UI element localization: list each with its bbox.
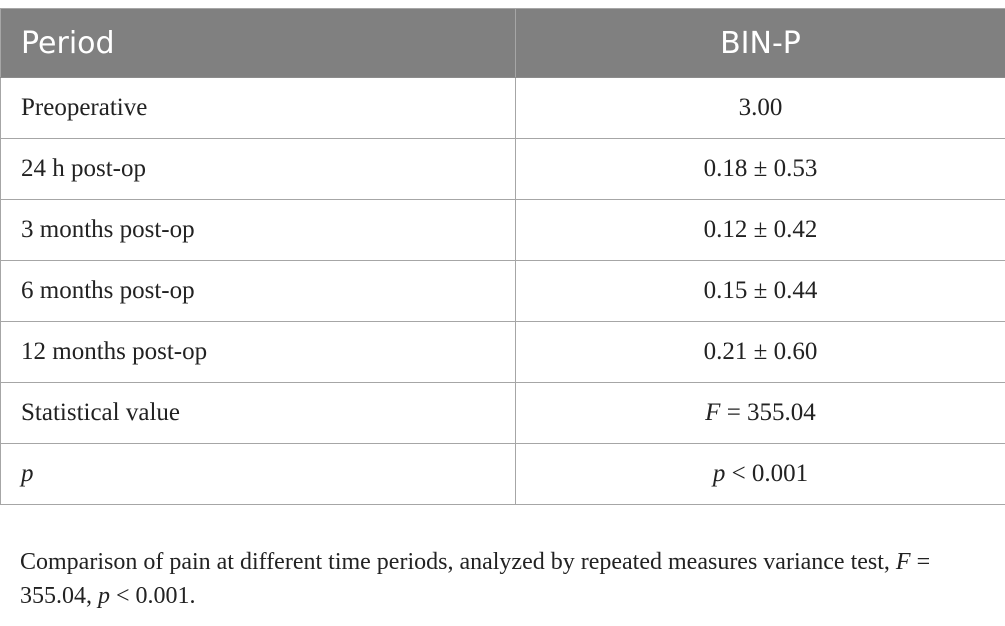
row-value-cell: 0.12 ± 0.42 — [516, 200, 1005, 261]
table-row — [1, 139, 1005, 200]
row-value-cell: p < 0.001 — [516, 444, 1005, 505]
row-value-cell: 0.18 ± 0.53 — [516, 139, 1005, 200]
row-period-cell: 24 h post-op — [1, 139, 516, 200]
results-table-container — [0, 8, 1005, 505]
table-row — [1, 383, 1005, 444]
table-caption: Comparison of pain at different time periods, analyzed by repeated measures variance test, F = 355.04, p < 0.001. — [20, 549, 931, 609]
row-value-cell: F = 355.04 — [516, 383, 1005, 444]
table-row — [1, 444, 1005, 505]
table-header-row — [1, 9, 1005, 78]
table-row — [1, 322, 1005, 383]
row-period-cell: p — [1, 444, 516, 505]
row-period-cell: 3 months post-op — [1, 200, 516, 261]
header-period: Period — [1, 9, 516, 78]
results-table — [0, 8, 1005, 505]
row-period-cell: Preoperative — [1, 78, 516, 139]
table-row — [1, 200, 1005, 261]
row-period-cell: 6 months post-op — [1, 261, 516, 322]
table-row — [1, 78, 1005, 139]
row-period-cell: 12 months post-op — [1, 322, 516, 383]
row-value-cell: 0.15 ± 0.44 — [516, 261, 1005, 322]
row-period-cell: Statistical value — [1, 383, 516, 444]
header-bin-p: BIN-P — [516, 9, 1005, 78]
row-value-cell: 3.00 — [516, 78, 1005, 139]
row-value-cell: 0.21 ± 0.60 — [516, 322, 1005, 383]
table-row — [1, 261, 1005, 322]
